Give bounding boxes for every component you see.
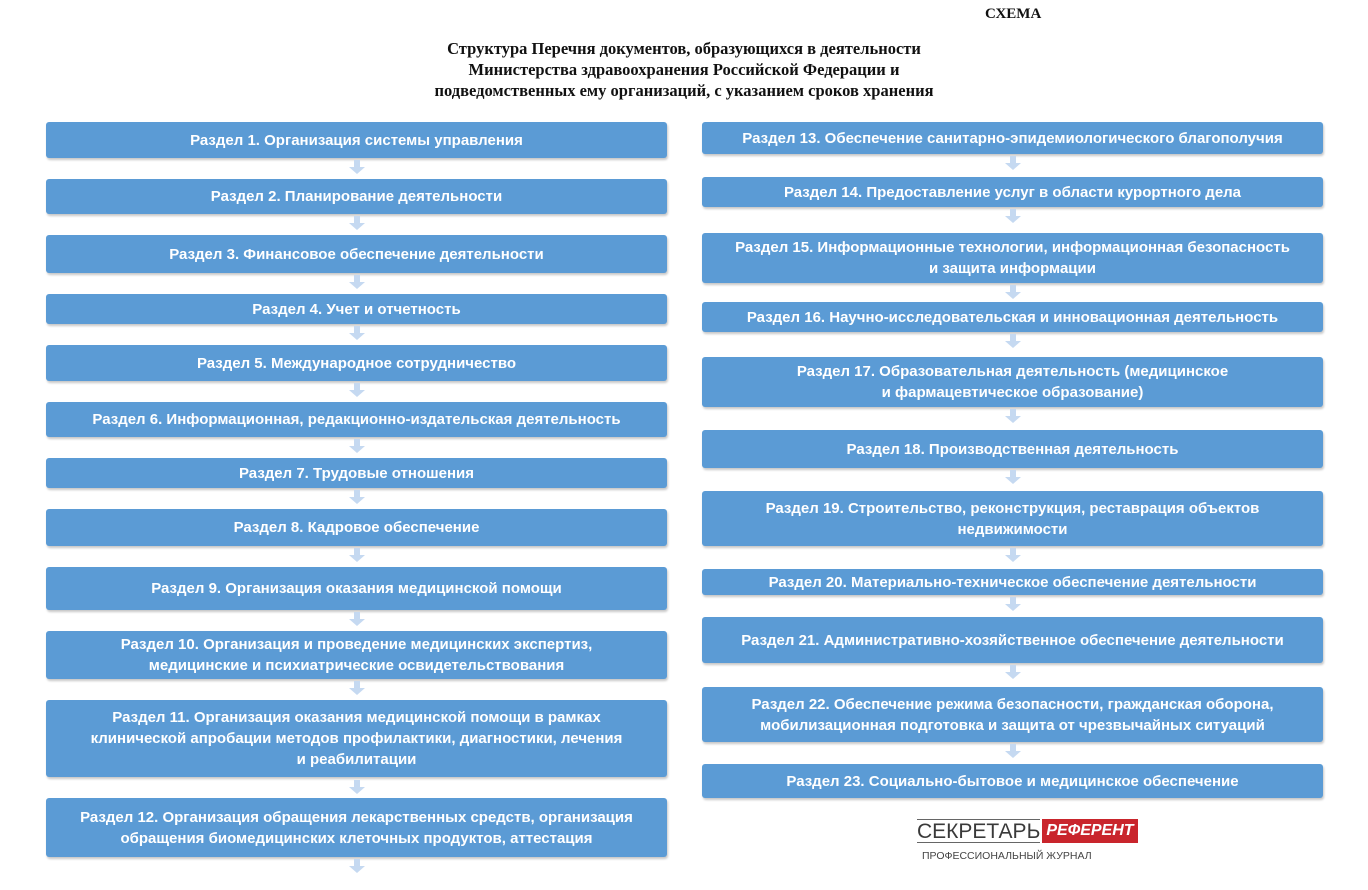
flow-arrow-icon bbox=[1005, 548, 1021, 562]
right-section-box bbox=[702, 302, 1323, 332]
section-label: и реабилитации bbox=[296, 751, 417, 768]
flow-arrow-icon bbox=[1005, 470, 1021, 484]
flow-arrow-icon bbox=[1005, 285, 1021, 299]
section-label: Раздел 4. Учет и отчетность bbox=[252, 300, 461, 318]
flow-arrow-icon bbox=[1005, 597, 1021, 611]
title-line: Министерства здравоохранения Российской Федерации и bbox=[468, 60, 900, 79]
right-section-box bbox=[702, 357, 1323, 407]
section-label: Раздел 17. Образовательная деятельность (медицинское bbox=[796, 363, 1229, 380]
flow-arrow-icon bbox=[349, 326, 365, 340]
right-section-box bbox=[702, 122, 1323, 154]
flow-arrow-icon bbox=[349, 859, 365, 873]
left-section-box bbox=[46, 179, 667, 214]
flow-arrow-icon bbox=[1005, 334, 1021, 348]
right-section-box bbox=[702, 430, 1323, 468]
section-label: Раздел 12. Организация обращения лекарственных средств, организация bbox=[80, 808, 633, 826]
flow-arrow-icon bbox=[1005, 209, 1021, 223]
logo-wordmark bbox=[917, 819, 1138, 843]
section-label: мобилизационная подготовка и защита от чрезвычайных ситуаций bbox=[760, 716, 1265, 734]
section-label: Раздел 20. Материально-техническое обеспечение деятельности bbox=[768, 573, 1257, 591]
section-label: клинической апробации методов профилактики, диагностики, лечения bbox=[90, 730, 623, 747]
section-label: Раздел 14. Предоставление услуг в области курортного дела bbox=[783, 183, 1242, 201]
section-label: и защита информации bbox=[929, 260, 1096, 277]
section-label: Раздел 21. Административно-хозяйственное обеспечение деятельности bbox=[741, 631, 1284, 649]
flow-arrow-icon bbox=[349, 780, 365, 794]
section-label: Раздел 1. Организация системы управления bbox=[190, 131, 523, 149]
left-section-box bbox=[46, 345, 667, 381]
title-line: подведомственных ему организаций, с указанием сроков хранения bbox=[434, 81, 934, 100]
flow-arrow-icon bbox=[349, 548, 365, 562]
section-label: Раздел 13. Обеспечение санитарно-эпидемиологического благополучия bbox=[742, 129, 1283, 147]
section-label: медицинские и психиатрические освидетельствования bbox=[148, 657, 565, 674]
flow-arrow-icon bbox=[349, 275, 365, 289]
left-section-box bbox=[46, 798, 667, 857]
left-section-box bbox=[46, 294, 667, 324]
right-section-box bbox=[702, 491, 1323, 546]
section-label: Раздел 11. Организация оказания медицинской помощи в рамках bbox=[112, 709, 601, 726]
flow-arrow-icon bbox=[1005, 665, 1021, 679]
section-label: Раздел 2. Планирование деятельности bbox=[210, 188, 503, 205]
section-label: Раздел 16. Научно-исследовательская и инновационная деятельность bbox=[746, 308, 1279, 326]
left-section-box bbox=[46, 122, 667, 158]
section-label: Раздел 23. Социально-бытовое и медицинское обеспечение bbox=[786, 772, 1239, 790]
logo-part-secretary: СЕКРЕТАРЬ bbox=[917, 820, 1041, 843]
flow-arrow-icon bbox=[349, 612, 365, 626]
section-label: Раздел 7. Трудовые отношения bbox=[238, 464, 474, 482]
logo-subtitle: ПРОФЕССИОНАЛЬНЫЙ ЖУРНАЛ bbox=[922, 850, 1092, 862]
left-section-box bbox=[46, 235, 667, 273]
journal-logo bbox=[917, 819, 1134, 865]
flow-arrow-icon bbox=[1005, 409, 1021, 423]
section-label: Раздел 18. Производственная деятельность bbox=[846, 440, 1179, 458]
left-section-box bbox=[46, 700, 667, 777]
section-label: Раздел 22. Обеспечение режима безопасности, гражданская оборона, bbox=[751, 695, 1274, 713]
section-label: Раздел 9. Организация оказания медицинской помощи bbox=[151, 580, 562, 597]
title-line: Структура Перечня документов, образующихся в деятельности bbox=[447, 39, 921, 58]
flow-arrow-icon bbox=[349, 490, 365, 504]
flow-arrow-icon bbox=[1005, 744, 1021, 758]
section-label: Раздел 6. Информационная, редакционно-издательская деятельность bbox=[92, 411, 621, 428]
right-section-box bbox=[702, 569, 1323, 595]
flow-arrow-icon bbox=[1005, 156, 1021, 170]
right-section-box bbox=[702, 233, 1323, 283]
flow-arrow-icon bbox=[349, 383, 365, 397]
left-section-box bbox=[46, 631, 667, 679]
left-section-box bbox=[46, 567, 667, 610]
flow-arrow-icon bbox=[349, 160, 365, 174]
page-title bbox=[300, 38, 1068, 101]
right-section-box bbox=[702, 764, 1323, 798]
right-section-box bbox=[702, 617, 1323, 663]
flow-arrow-icon bbox=[349, 681, 365, 695]
left-section-box bbox=[46, 458, 667, 488]
section-label: Раздел 8. Кадровое обеспечение bbox=[233, 519, 480, 536]
right-section-box bbox=[702, 687, 1323, 742]
section-label: недвижимости bbox=[957, 520, 1068, 538]
schema-label: СХЕМА bbox=[985, 6, 1042, 22]
flow-arrow-icon bbox=[349, 439, 365, 453]
section-label: Раздел 15. Информационные технологии, информационная безопасность bbox=[735, 239, 1290, 256]
flow-arrow-icon bbox=[349, 216, 365, 230]
logo-part-referent: РЕФЕРЕНТ bbox=[1042, 819, 1137, 843]
section-label: Раздел 19. Строительство, реконструкция, реставрация объектов bbox=[765, 499, 1260, 517]
section-label: Раздел 10. Организация и проведение медицинских экспертиз, bbox=[120, 636, 593, 653]
section-label: Раздел 5. Международное сотрудничество bbox=[196, 354, 517, 372]
section-label: и фармацевтическое образование) bbox=[881, 384, 1144, 401]
right-section-box bbox=[702, 177, 1323, 207]
left-section-box bbox=[46, 509, 667, 546]
section-label: обращения биомедицинских клеточных продуктов, аттестация bbox=[120, 829, 593, 847]
section-label: Раздел 3. Финансовое обеспечение деятельности bbox=[169, 245, 544, 263]
left-section-box bbox=[46, 402, 667, 437]
